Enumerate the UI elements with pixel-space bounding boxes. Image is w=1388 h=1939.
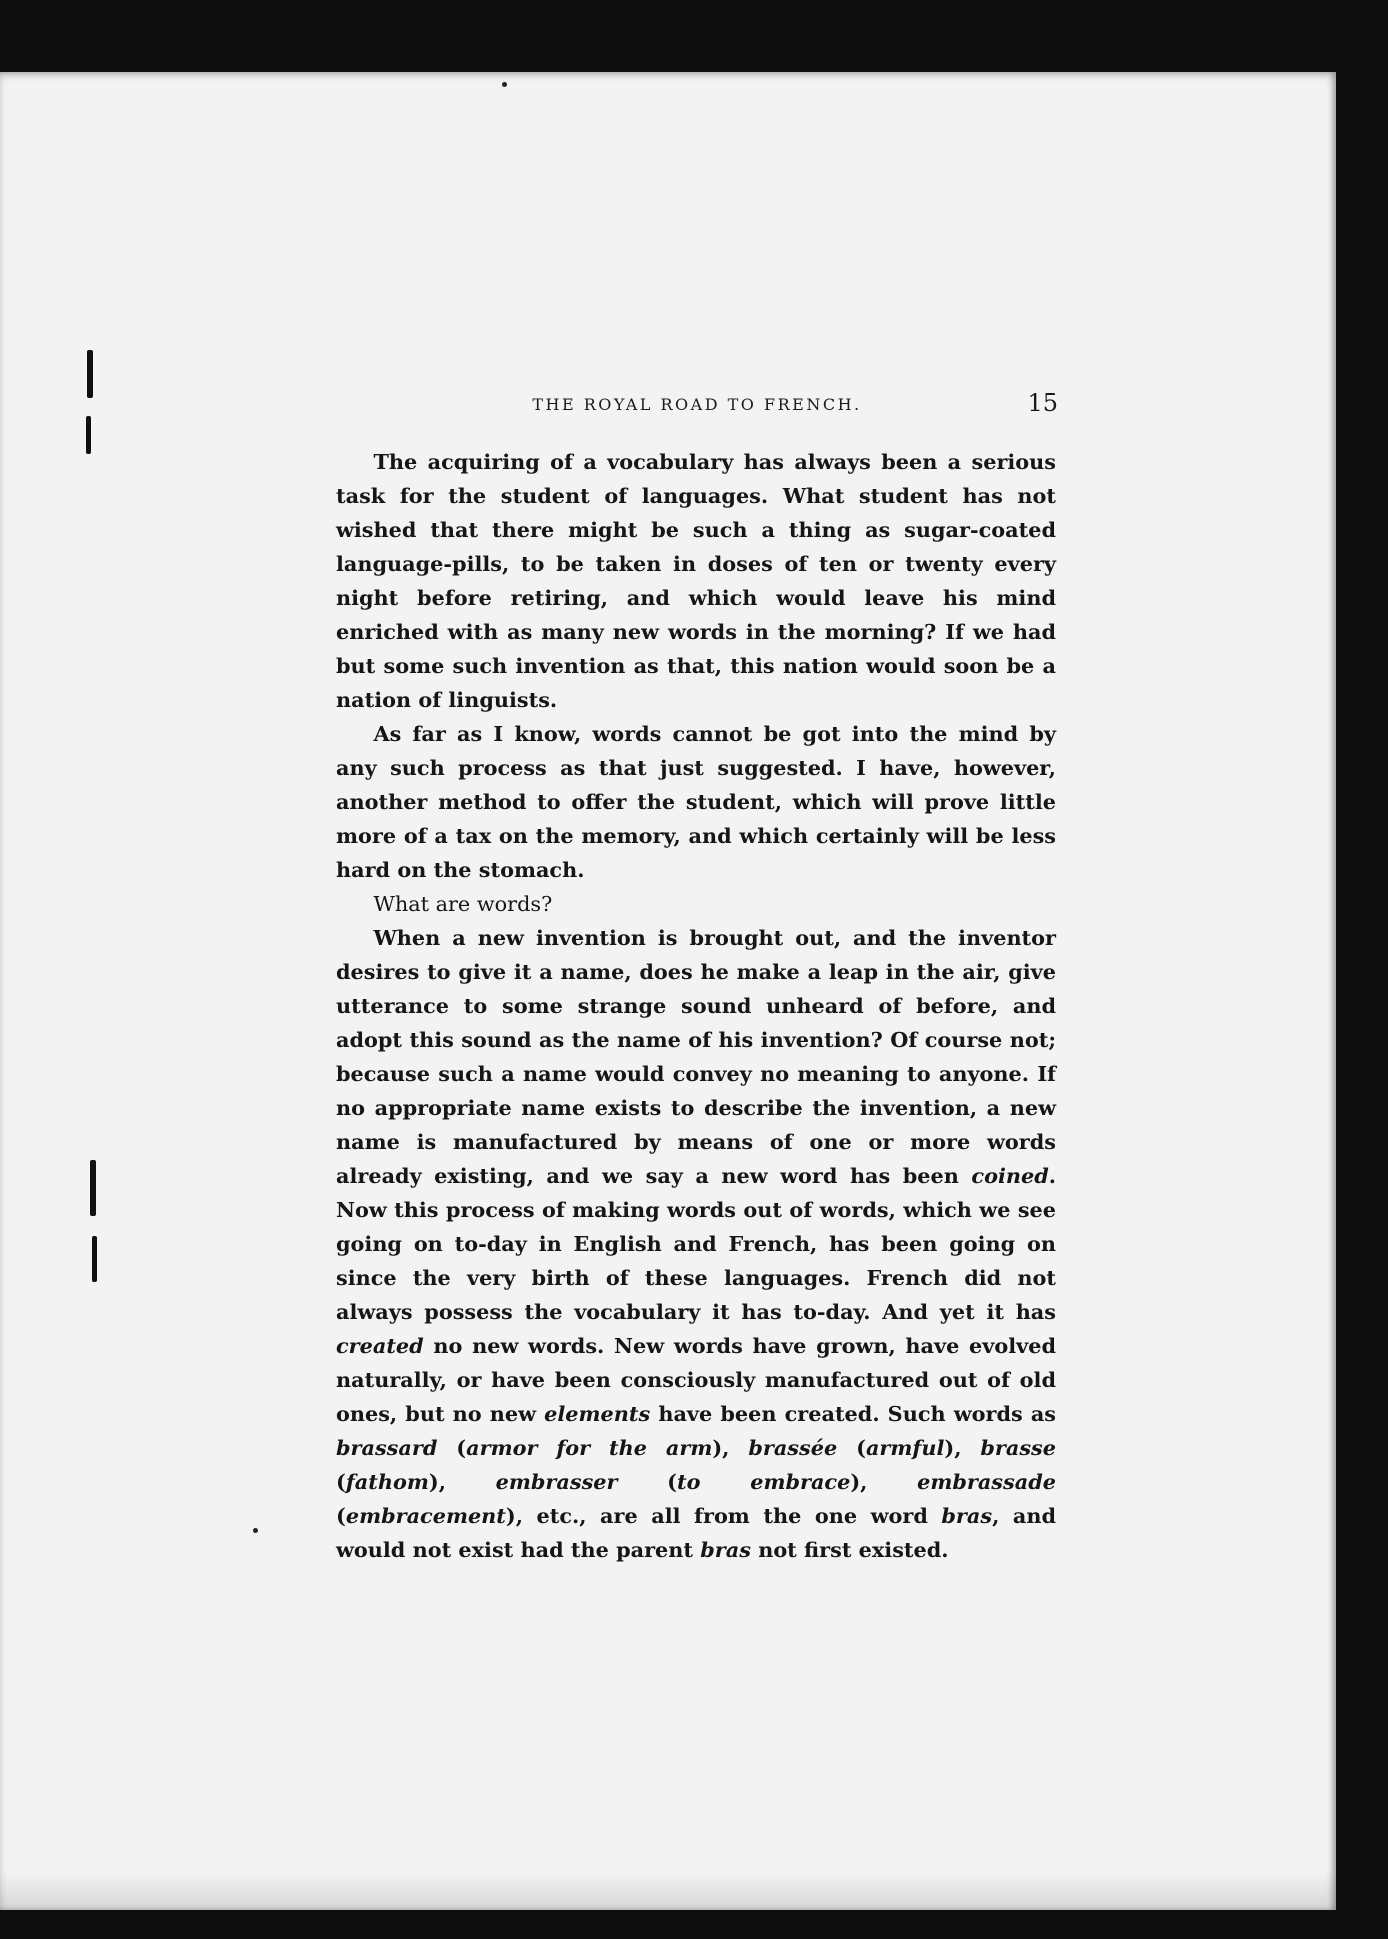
text-segment: ( xyxy=(336,1469,346,1494)
italic-term: bras xyxy=(700,1537,751,1562)
italic-term: brasse xyxy=(980,1435,1056,1460)
paragraph xyxy=(336,921,1056,1567)
text-segment: no new words. New words have grown, have evolved naturally, or have been consciously manufactured out of old ones, but no new xyxy=(336,1333,1056,1426)
dust-speck xyxy=(253,1528,258,1533)
italic-term: embrasser xyxy=(495,1469,618,1494)
margin-mark xyxy=(86,416,91,454)
italic-term: brassard xyxy=(336,1435,438,1460)
paragraph: What are words? xyxy=(373,892,553,916)
page-bottom-shadow xyxy=(0,1872,1336,1910)
text-segment: ( xyxy=(437,1435,467,1460)
text-segment: ), xyxy=(712,1435,749,1460)
paragraph: The acquiring of a vocabulary has always been a serious task for the student of languages. What student has not wished that there might be such a thing as sugar-coated language-pills, to be taken in doses of ten or twenty every night before retiring, and which would leave his mind enriched with as many new words in the morning? If we had but some such invention as that, this nation would soon be a nation of linguists. xyxy=(336,449,1056,712)
italic-term: created xyxy=(336,1333,424,1358)
text-segment: not first existed. xyxy=(750,1537,949,1562)
italic-term: brassée xyxy=(748,1435,838,1460)
text-segment: ), xyxy=(428,1469,496,1494)
text-segment: ( xyxy=(336,1503,346,1528)
text-segment: . Now this process of making words out of words, which we see going on to-day in English and French, has been going on since the very birth of these languages. French did not always possess the vocabulary it has to-day. And yet it has xyxy=(336,1163,1056,1324)
text-segment: ), xyxy=(850,1469,918,1494)
text-segment: When a new invention is brought out, and the inventor desires to give it a name, does he make a leap in the air, give utterance to some strange sound unheard of before, and adopt this sound as the name of his invention? Of course not; because such a name would convey no meaning to anyone. If no appropriate name exists to describe the invention, a new name is manufactured by means of one or more words already existing, and we say a new word has been xyxy=(336,925,1056,1188)
text-segment: have been created. Such words as xyxy=(650,1401,1057,1426)
margin-mark xyxy=(87,350,93,398)
italic-gloss: to embrace xyxy=(677,1469,851,1494)
italic-term: embrassade xyxy=(917,1469,1056,1494)
running-head-title: THE ROYAL ROAD TO FRENCH. xyxy=(532,395,862,414)
italic-gloss: armor for the arm xyxy=(466,1435,713,1460)
italic-gloss: embracement xyxy=(345,1503,506,1528)
text-segment: ), xyxy=(944,1435,981,1460)
page-number: 15 xyxy=(1027,389,1058,417)
dust-speck xyxy=(502,82,507,87)
text-segment: ( xyxy=(837,1435,866,1460)
italic-gloss: fathom xyxy=(345,1469,429,1494)
running-head xyxy=(336,389,1058,423)
margin-mark xyxy=(90,1160,96,1216)
text-segment: ( xyxy=(617,1469,678,1494)
italic-gloss: armful xyxy=(865,1435,945,1460)
paragraph: As far as I know, words cannot be got into the mind by any such process as that just suggested. I have, however, another method to offer the student, which will prove little more of a tax on the memory, and which certainly will be less hard on the stomach. xyxy=(336,721,1056,882)
italic-term: elements xyxy=(544,1401,651,1426)
margin-mark xyxy=(92,1236,97,1282)
italic-term: coined xyxy=(971,1163,1049,1188)
text-segment: , and would not exist had the parent xyxy=(336,1503,1056,1562)
body-text xyxy=(336,445,1056,1567)
text-segment: ), etc., are all from the one word xyxy=(505,1503,942,1528)
italic-term: bras xyxy=(941,1503,993,1528)
